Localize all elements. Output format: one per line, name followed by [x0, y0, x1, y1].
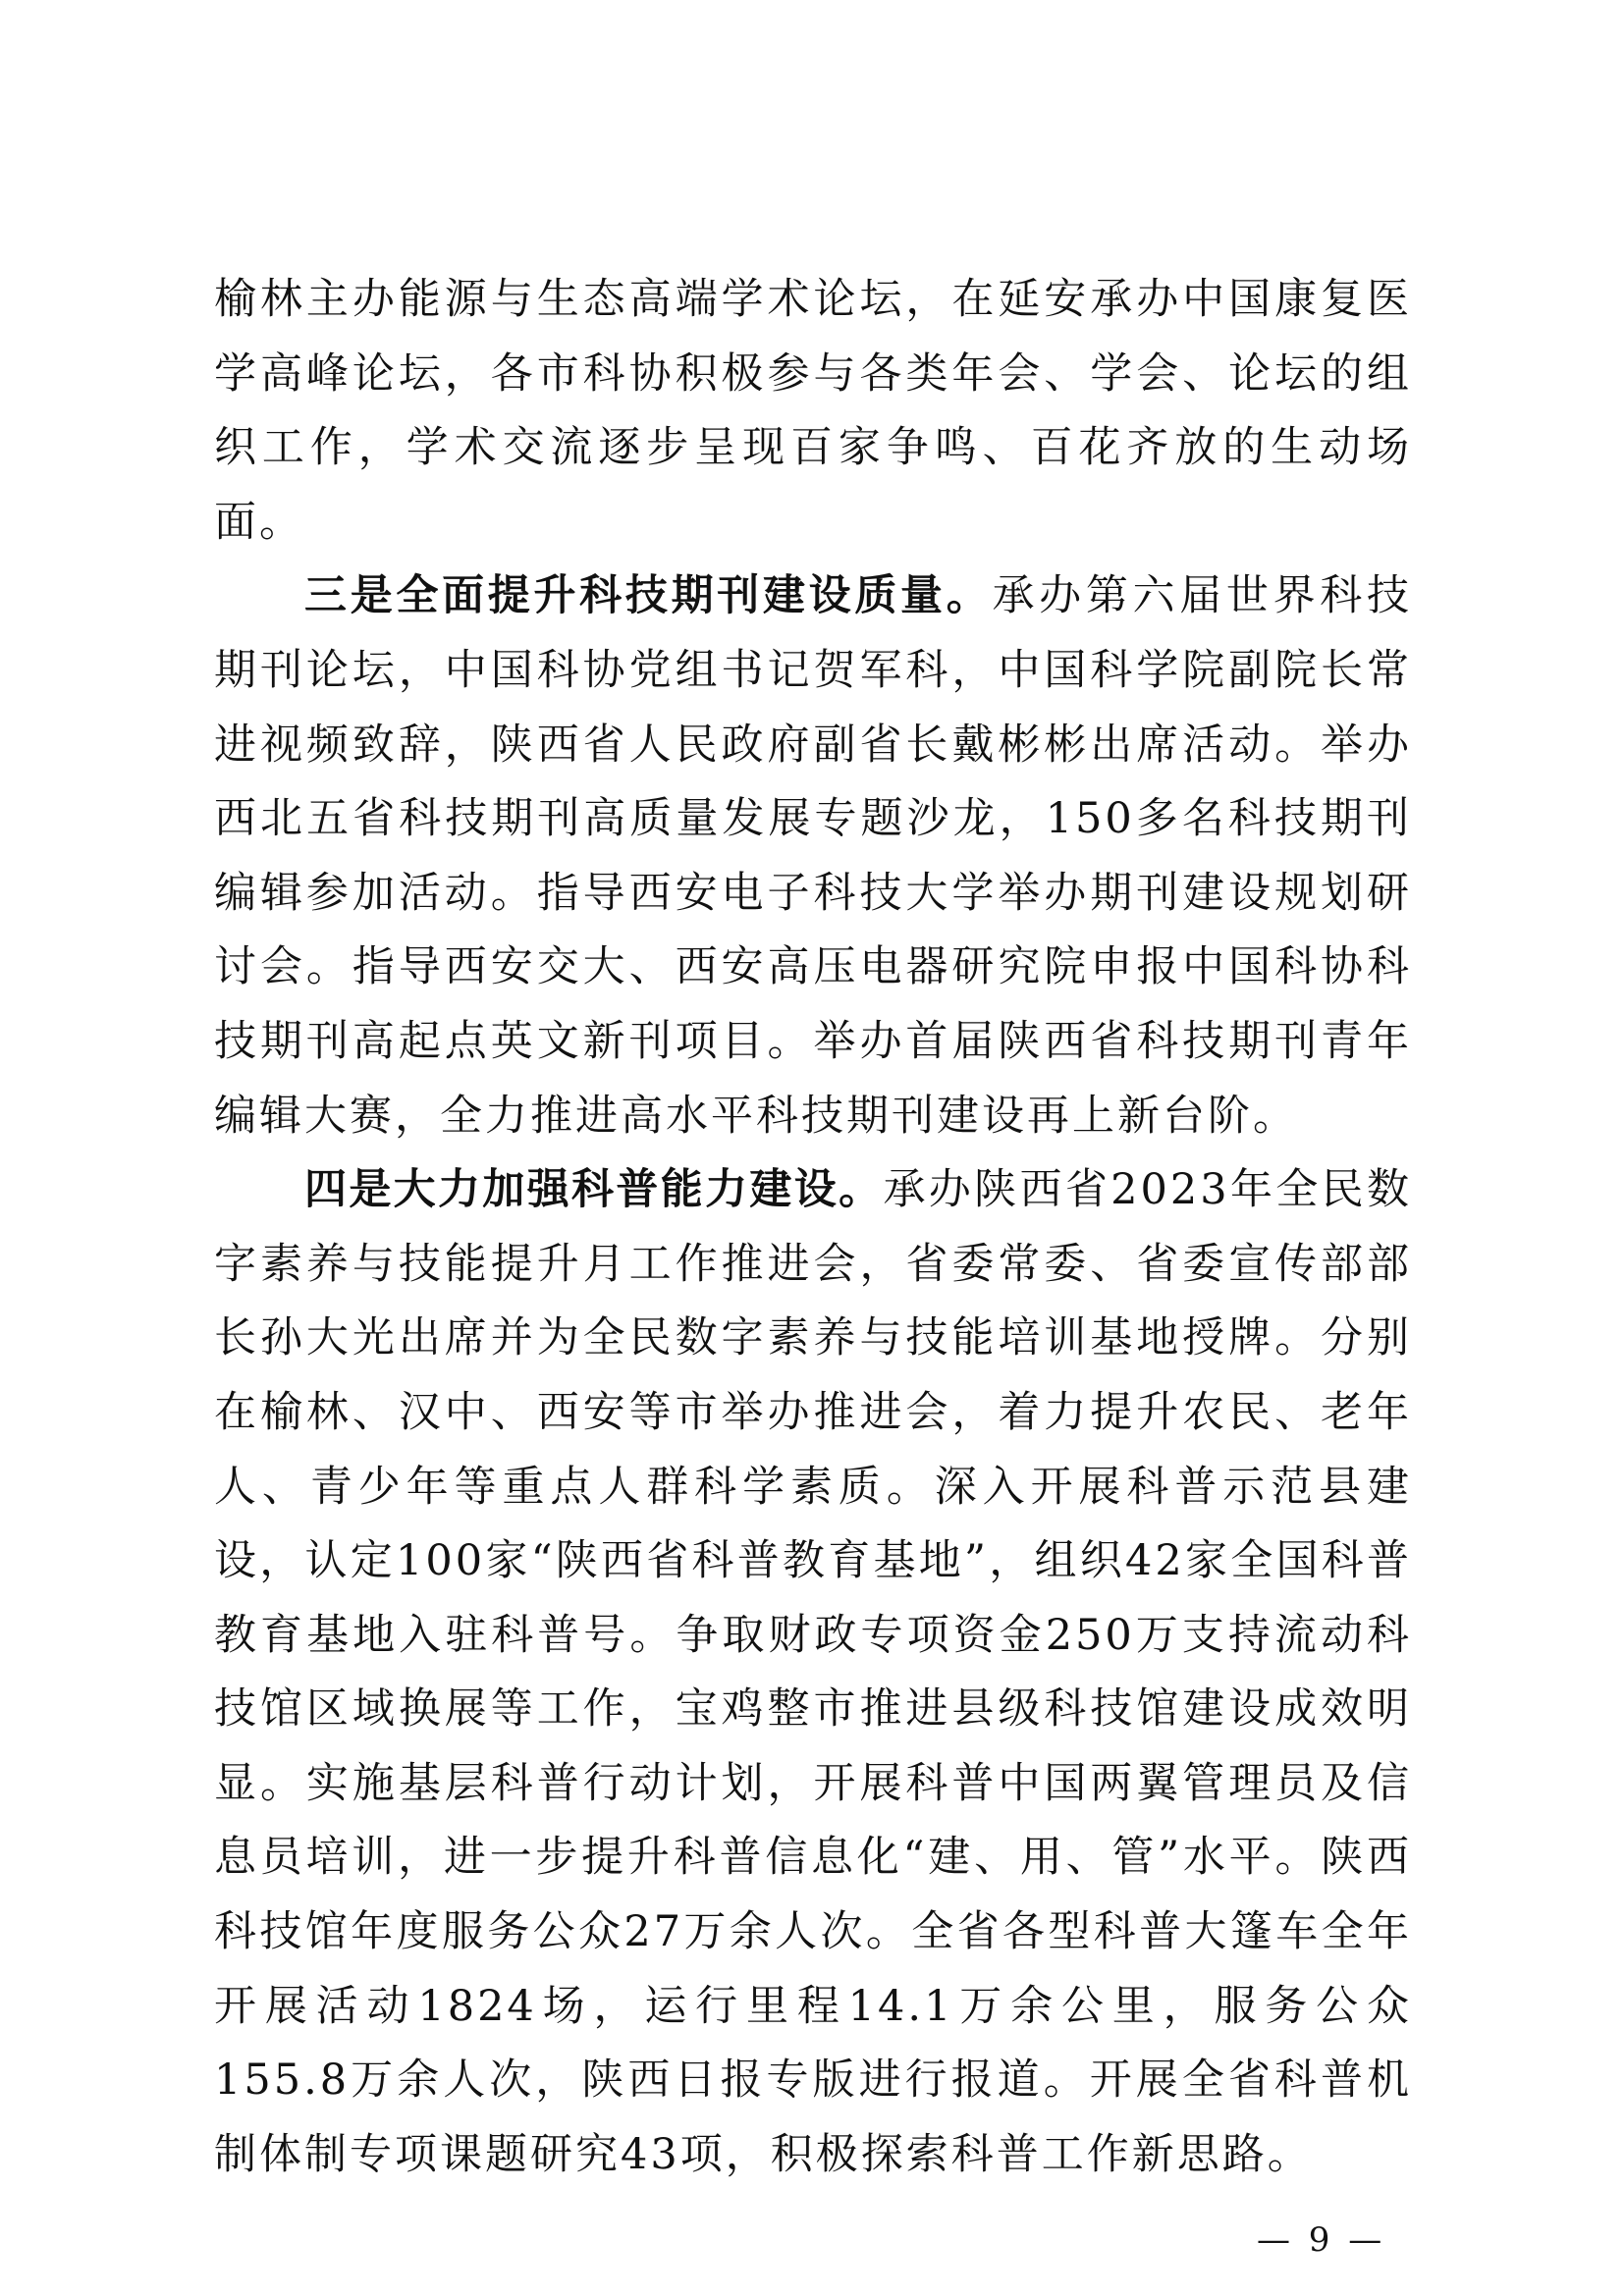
paragraph-lead-heading: 四是大力加强科普能力建设。 — [304, 1165, 884, 1215]
paragraph-lead-heading: 三是全面提升科技期刊建设质量。 — [304, 571, 993, 621]
paragraph-body: 榆林主办能源与生态高端学术论坛，在延安承办中国康复医学高峰论坛，各市科协积极参与各类年会、学会、论坛的组织工作，学术交流逐步呈现百家争鸣、百花齐放的生动场面。 — [214, 275, 1412, 547]
paragraph-journal-quality — [214, 560, 1412, 1153]
paragraph-body: 承办第六届世界科技期刊论坛，中国科协党组书记贺军科，中国科学院副院长常进视频致辞，陕西省人民政府副省长戴彬彬出席活动。举办西北五省科技期刊高质量发展专题沙龙，150多名科技期刊编辑参加活动。指导西安电子科技大学举办期刊建设规划研讨会。指导西安交大、西安高压电器研究院申报中国科协科技期刊高起点英文新刊项目。举办首届陕西省科技期刊青年编辑大赛，全力推进高水平科技期刊建设再上新台阶。 — [214, 571, 1413, 1141]
paragraph-academic-forums — [214, 263, 1412, 560]
document-body — [214, 263, 1412, 2192]
paragraph-body: 承办陕西省2023年全民数字素养与技能提升月工作推进会，省委常委、省委宣传部部长孙大光出席并为全民数字素养与技能培训基地授牌。分别在榆林、汉中、西安等市举办推进会，着力提升农民、老年人、青少年等重点人群科学素质。深入开展科普示范县建设，认定100家“陕西省科普教育基地”，组织42家全国科普教育基地入驻科普号。争取财政专项资金250万支持流动科技馆区域换展等工作，宝鸡整市推进县级科技馆建设成效明显。实施基层科普行动计划，开展科普中国两翼管理员及信息员培训，进一步提升科普信息化“建、用、管”水平。陕西科技馆年度服务公众27万余人次。全省各型科普大篷车全年开展活动1824场，运行里程14.1万余公里，服务公众155.8万余人次，陕西日报专版进行报道。开展全省科普机制体制专项课题研究43项，积极探索科普工作新思路。 — [214, 1165, 1412, 2179]
page-number: — 9 — — [1257, 2220, 1386, 2260]
paragraph-science-popularization — [214, 1153, 1412, 2192]
